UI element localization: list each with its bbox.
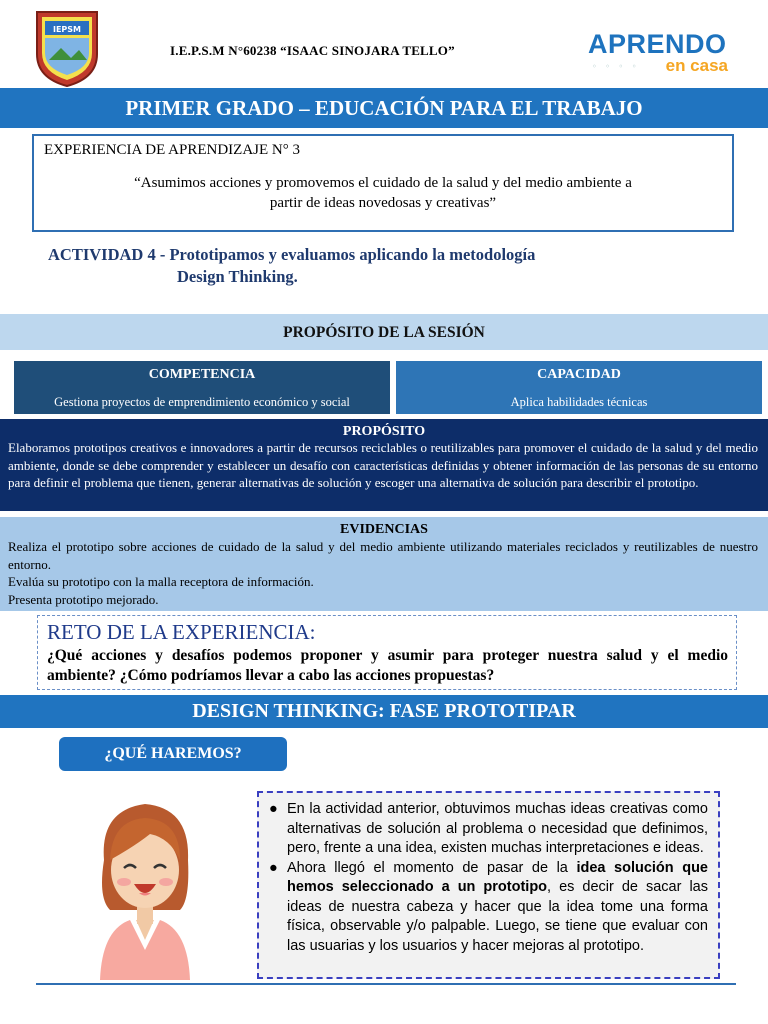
crest-text: IEPSM — [52, 25, 82, 34]
competencia-box — [14, 361, 390, 414]
experience-box — [32, 134, 734, 232]
logo-line1: APRENDO — [588, 29, 727, 59]
info-item-text: , es decir de sacar las ideas de nuestra cabeza y hacer que la idea tome una forma física, observable y/o palpable. Luego, se tiene que evaluar con las usuarias y los usuarios y hacer mejoras al prototipo. — [287, 879, 708, 954]
aprendo-en-casa-logo — [588, 30, 730, 76]
school-crest-logo — [33, 8, 101, 88]
competencia-heading: COMPETENCIA — [148, 367, 256, 382]
evidencia-item: Presenta prototipo mejorado. — [8, 591, 159, 607]
evidencia-item: Realiza el prototipo sobre acciones de cuidado de la salud y del medio ambiente utilizando materiales reciclados y reutilizables de nuestro entorno. — [8, 539, 758, 572]
info-item — [267, 800, 708, 859]
student-avatar-illustration — [90, 790, 200, 980]
evidencias-box — [0, 517, 768, 611]
proposito-heading: PROPÓSITO — [342, 424, 426, 439]
reto-text: ¿Qué acciones y desafíos podemos proponer y asumir para proteger nuestra salud y el medio ambiente? ¿Cómo podríamos llevar a cabo las acciones propuestas? — [47, 647, 728, 684]
que-haremos-button[interactable]: ¿QUÉ HAREMOS? — [59, 737, 287, 771]
evidencia-item: Evalúa su prototipo con la malla receptora de información. — [8, 574, 314, 589]
activity-line1: ACTIVIDAD 4 - Prototipamos y evaluamos aplicando la metodología — [48, 245, 536, 264]
bottom-divider — [36, 983, 736, 985]
activity-title — [48, 244, 700, 288]
capacidad-heading: CAPACIDAD — [537, 367, 621, 382]
proposito-box — [0, 419, 768, 511]
info-item — [267, 859, 708, 957]
capacidad-box — [396, 361, 762, 414]
reto-heading: RETO DE LA EXPERIENCIA: — [47, 620, 316, 644]
info-item-text: Ahora llegó el momento de pasar de la — [287, 859, 577, 876]
reto-box — [37, 615, 737, 690]
logo-decoration-icon: ◦ ◦ ◦ ◦ — [592, 62, 640, 71]
info-item-highlight: idea solución que hemos seleccionado a un prototipo — [287, 859, 708, 895]
evidencias-heading: EVIDENCIAS — [340, 522, 428, 537]
capacidad-text: Aplica habilidades técnicas — [510, 395, 648, 409]
experience-quote: “Asumimos acciones y promovemos el cuidado de la salud y del medio ambiente a partir de ideas novedosas y creativas” — [134, 175, 632, 211]
design-thinking-bar: DESIGN THINKING: FASE PROTOTIPAR — [0, 695, 768, 728]
grade-title-bar: PRIMER GRADO – EDUCACIÓN PARA EL TRABAJO — [0, 88, 768, 128]
session-purpose-bar: PROPÓSITO DE LA SESIÓN — [0, 314, 768, 350]
school-name: I.E.P.S.M N°60238 “ISAAC SINOJARA TELLO” — [170, 43, 455, 58]
bullet-icon: ● — [269, 859, 278, 876]
competencia-text: Gestiona proyectos de emprendimiento económico y social — [54, 395, 350, 409]
bullet-icon: ● — [269, 801, 278, 817]
experience-title: EXPERIENCIA DE APRENDIZAJE N° 3 — [44, 142, 300, 158]
proposito-text: Elaboramos prototipos creativos e innovadores a partir de recursos reciclables o reutilizables para promover el cuidado de la salud y del medio ambiente, donde se debe comprender y establecer un desafío con características definidas y obtener información de las personas de su entorno para definir el problema que tienen, generar alternativas de solución y escoger una alternativa de solución para describir el prototipo. — [8, 440, 758, 490]
logo-line2: en casa — [665, 56, 728, 75]
activity-line2: Design Thinking. — [177, 267, 298, 286]
info-box — [257, 791, 720, 979]
info-item-text: En la actividad anterior, obtuvimos muchas ideas creativas como alternativas de solución al problema o necesidad que definimos, pero, frente a una idea, existen muchas interpretaciones e ideas. — [287, 801, 708, 856]
